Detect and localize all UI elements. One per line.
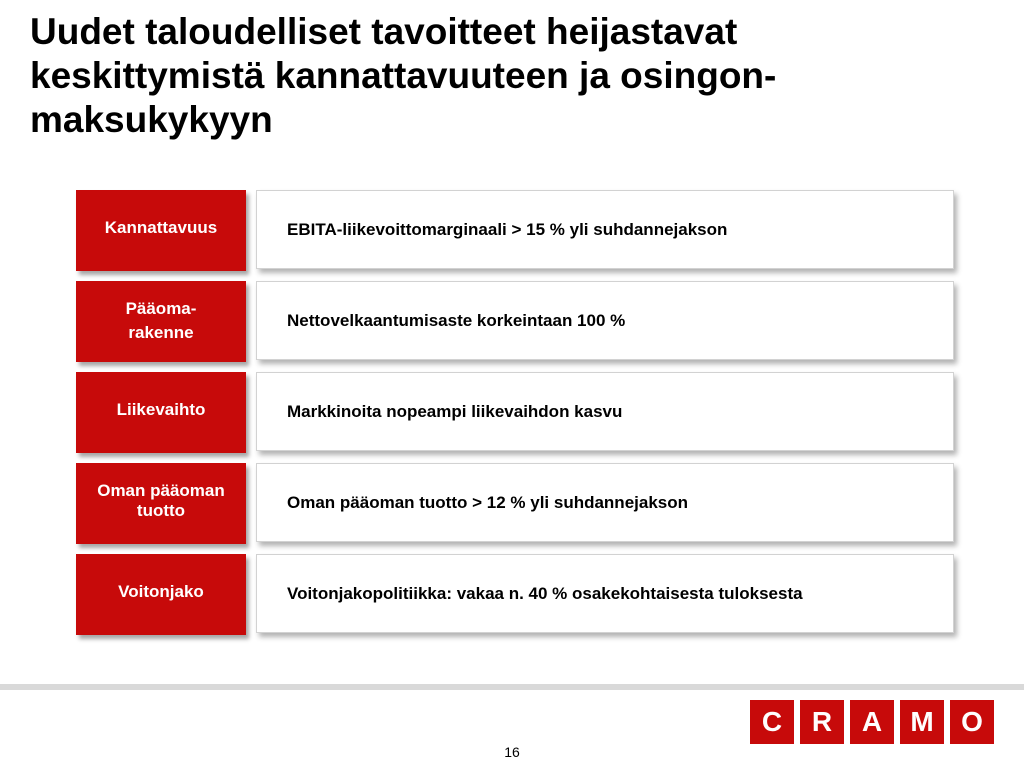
objective-label: Kannattavuus	[76, 190, 246, 271]
objective-label: Voitonjako	[76, 554, 246, 635]
logo-letter: A	[850, 700, 894, 744]
logo-letter: R	[800, 700, 844, 744]
objective-row-capital-structure	[76, 281, 956, 362]
objective-text: Voitonjakopolitiikka: vakaa n. 40 % osakekohtaisesta tuloksesta	[256, 554, 954, 633]
objective-row-dividend	[76, 554, 956, 635]
objective-row-return-on-equity	[76, 463, 956, 544]
objective-label: Liikevaihto	[76, 372, 246, 453]
objective-label: Pääoma- rakenne	[76, 281, 246, 362]
logo-letter: C	[750, 700, 794, 744]
objective-label: Oman pääoman tuotto	[76, 463, 246, 544]
logo-letter: O	[950, 700, 994, 744]
slide-title: Uudet taloudelliset tavoitteet heijastavat keskittymistä kannattavuuteen ja osingon- maksukykyyn	[30, 11, 777, 140]
footer-divider	[0, 684, 1024, 690]
objective-row-profitability	[76, 190, 956, 271]
objective-text: Markkinoita nopeampi liikevaihdon kasvu	[256, 372, 954, 451]
objective-text: EBITA-liikevoittomarginaali > 15 % yli suhdannejakson	[256, 190, 954, 269]
objective-text: Nettovelkaantumisaste korkeintaan 100 %	[256, 281, 954, 360]
objective-row-revenue	[76, 372, 956, 453]
objectives-list	[76, 190, 956, 645]
cramo-logo	[750, 700, 994, 744]
logo-letter: M	[900, 700, 944, 744]
objective-text: Oman pääoman tuotto > 12 % yli suhdannejakson	[256, 463, 954, 542]
page-number: 16	[504, 744, 520, 760]
